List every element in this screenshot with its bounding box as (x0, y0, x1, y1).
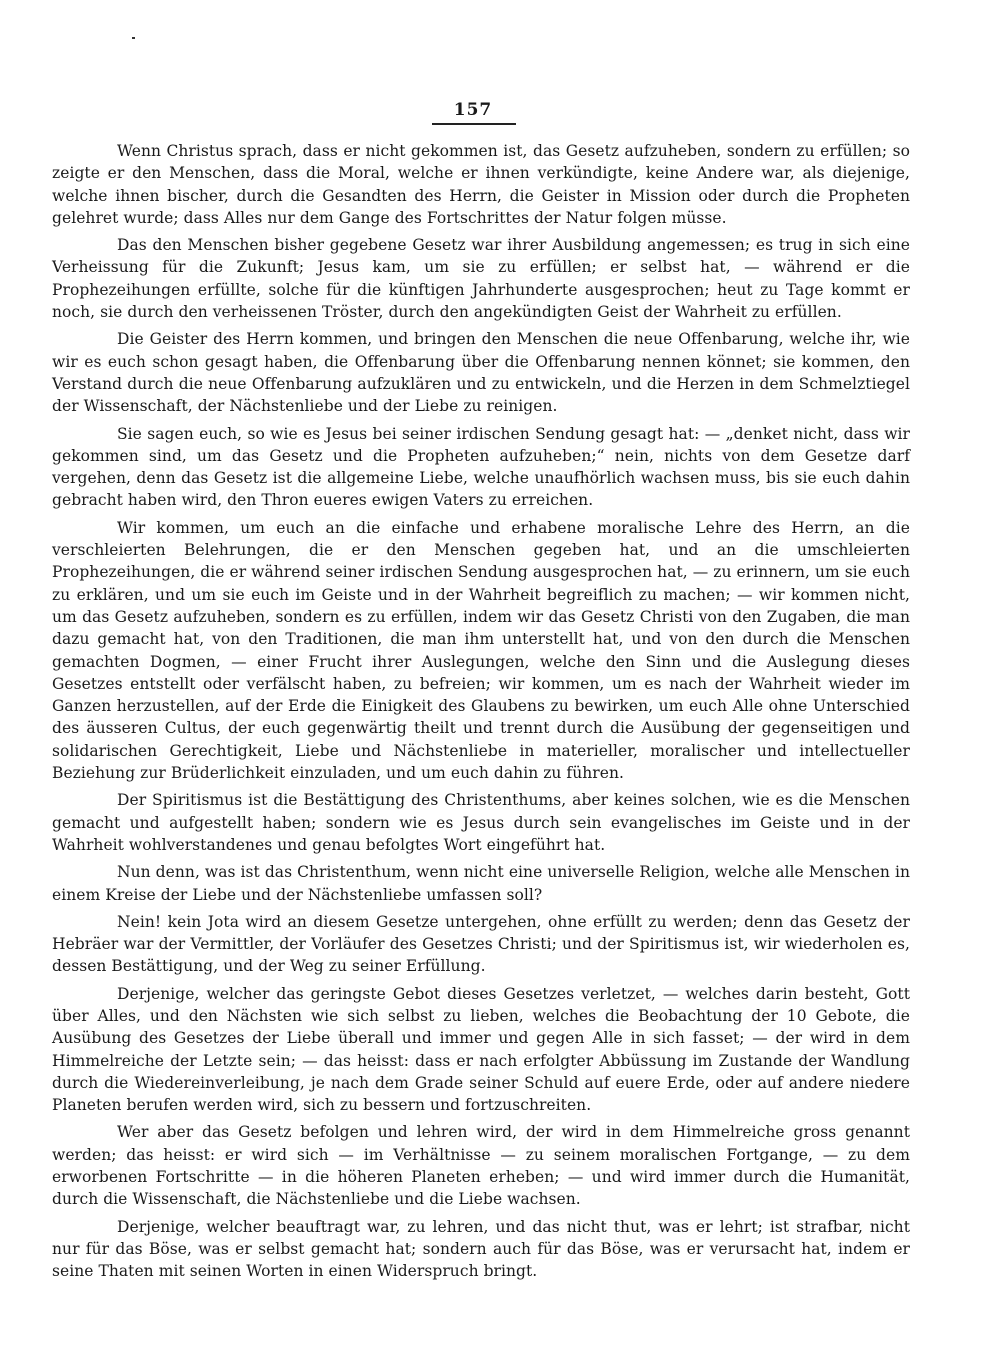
body-text (52, 140, 910, 1288)
paragraph: Die Geister des Herrn kommen, und bringen den Menschen die neue Offenbarung, welche ihr, wie wir es euch schon gesagt haben, die Offenbarung über die Offenbarung nennen könnet; sie kommen, den Verstand durch die neue Offenbarung aufzuklären und zu entwickeln, und die Herzen in dem Schmelztiegel der Wissenschaft, der Nächstenliebe und der Liebe zu reinigen. (52, 330, 910, 416)
paragraph: Derjenige, welcher das geringste Gebot dieses Gesetzes verletzet, — welches darin besteht, Gott über Alles, und den Nächsten wie sich selbst zu lieben, welches die Beobachtung der 10 Gebote, die Ausübung des Gesetzes der Liebe überall und immer und gegen Alle in sich fasset; — der wird in dem Himmelreiche der Letzte sein; — das heisst: dass er nach erfolgter Abbüssung im Zustande der Wandlung durch die Wiedereinverleibung, je nach dem Grade seiner Schuld auf euere Erde, oder auf andere niedere Planeten berufen werden wird, sich zu bessern und fortzuschreiten. (52, 984, 910, 1115)
paragraph: Nun denn, was ist das Christenthum, wenn nicht eine universelle Religion, welche alle Menschen in einem Kreise der Liebe und der Nächstenliebe umfassen soll? (52, 863, 910, 904)
paragraph: Der Spiritismus ist die Bestättigung des Christenthums, aber keines solchen, wie es die Menschen gemacht und aufgestellt haben; sondern wie es Jesus durch sein evangelisches im Geiste und in der Wahrheit wohlverstandenes und genau befolgtes Wort eingeführt hat. (52, 791, 910, 854)
paragraph: Sie sagen euch, so wie es Jesus bei seiner irdischen Sendung gesagt hat: — „denket nicht, dass wir gekommen sind, um das Gesetz und die Propheten aufzuheben;“ nein, nichts von dem Gesetze darf vergehen, denn das Gesetz ist die allgemeine Liebe, welche unaufhörlich wachsen muss, bis sie euch dahin gebracht haben wird, den Thron eueres ewigen Vaters zu erreichen. (52, 424, 910, 510)
paragraph: Wir kommen, um euch an die einfache und erhabene moralische Lehre des Herrn, an die verschleierten Belehrungen, die er den Menschen gegeben hat, und an die umschleierten Prophezeihungen, die er während seiner irdischen Sendung ausgesprochen hat, — zu erinnern, um sie euch zu erklären, und um sie euch im Geiste und in der Wahrheit begreiflich zu machen; — wir kommen nicht, um das Gesetz aufzuheben, sondern es zu erfüllen, indem wir das Gesetz Christi von den Zugaben, die man dazu gemacht hat, von den Traditionen, die man ihm unterstellt hat, und von den durch die Menschen gemachten Dogmen, — einer Frucht ihrer Auslegungen, welche den Sinn und die Auslegung dieses Gesetzes entstellt oder verfälscht haben, zu befreien; wir kommen, um es nach der Wahrheit wieder im Ganzen herzustellen, auf der Erde die Einigkeit des Glaubens zu bewirken, um euch Alle ohne Unterschied des äusseren Cultus, der euch gegenwärtig theilt und trennt durch die Ausübung der gegenseitigen und solidarischen Gerechtigkeit, Liebe und Nächstenliebe in materieller, moralischer und intellectueller Beziehung zur Brüderlichkeit einzuladen, und um euch dahin zu führen. (52, 518, 910, 783)
paragraph: Wenn Christus sprach, dass er nicht gekommen ist, das Gesetz aufzuheben, sondern zu erfüllen; so zeigte er den Menschen, dass die Moral, welche er ihnen verkündigte, keine Andere war, als diejenige, welche ihnen bischer, durch die Gesandten des Herrn, die Geister in Mission oder durch die Propheten gelehret wurde; dass Alles nur dem Gange des Fortschrittes der Natur folgen müsse. (52, 142, 910, 227)
paragraph: Nein! kein Jota wird an diesem Gesetze untergehen, ohne erfüllt zu werden; denn das Gesetz der Hebräer war der Vermittler, der Vorläufer des Gesetzes Christi; und der Spiritismus ist, wir wiederholen es, dessen Bestättigung, und der Weg zu seiner Erfüllung. (52, 912, 910, 976)
page-number: 157 (453, 100, 493, 120)
paragraph: Wer aber das Gesetz befolgen und lehren wird, der wird in dem Himmelreiche gross genannt werden; das heisst: er wird sich — im Verhältnisse — zu seinem moralischen Fortgange, — zu dem erworbenen Fortschritte — in die höheren Planeten erheben; — und wird immer durch die Humanität, durch die Wissenschaft, die Nächstenliebe und die Liebe wachsen. (52, 1123, 910, 1209)
paragraph: Das den Menschen bisher gegebene Gesetz war ihrer Ausbildung angemessen; es trug in sich eine Verheissung für die Zukunft; Jesus kam, um sie zu erfüllen; er selbst hat, — während er die Prophezeihungen erfüllte, solche für die künftigen Jahrhunderte ausgesprochen; heut zu Tage kommt er noch, sie durch den verheissenen Tröster, durch den angekündigten Geist der Wahrheit zu erfüllen. (52, 236, 910, 322)
page-number-rule (432, 123, 516, 125)
print-speck (132, 37, 135, 39)
paragraph: Derjenige, welcher beauftragt war, zu lehren, und das nicht thut, was er lehrt; ist strafbar, nicht nur für das Böse, was er selbst gemacht hat; sondern auch für das Böse, was er verursacht hat, indem er seine Thaten mit seinen Worten in einen Widerspruch bringt. (52, 1217, 910, 1281)
